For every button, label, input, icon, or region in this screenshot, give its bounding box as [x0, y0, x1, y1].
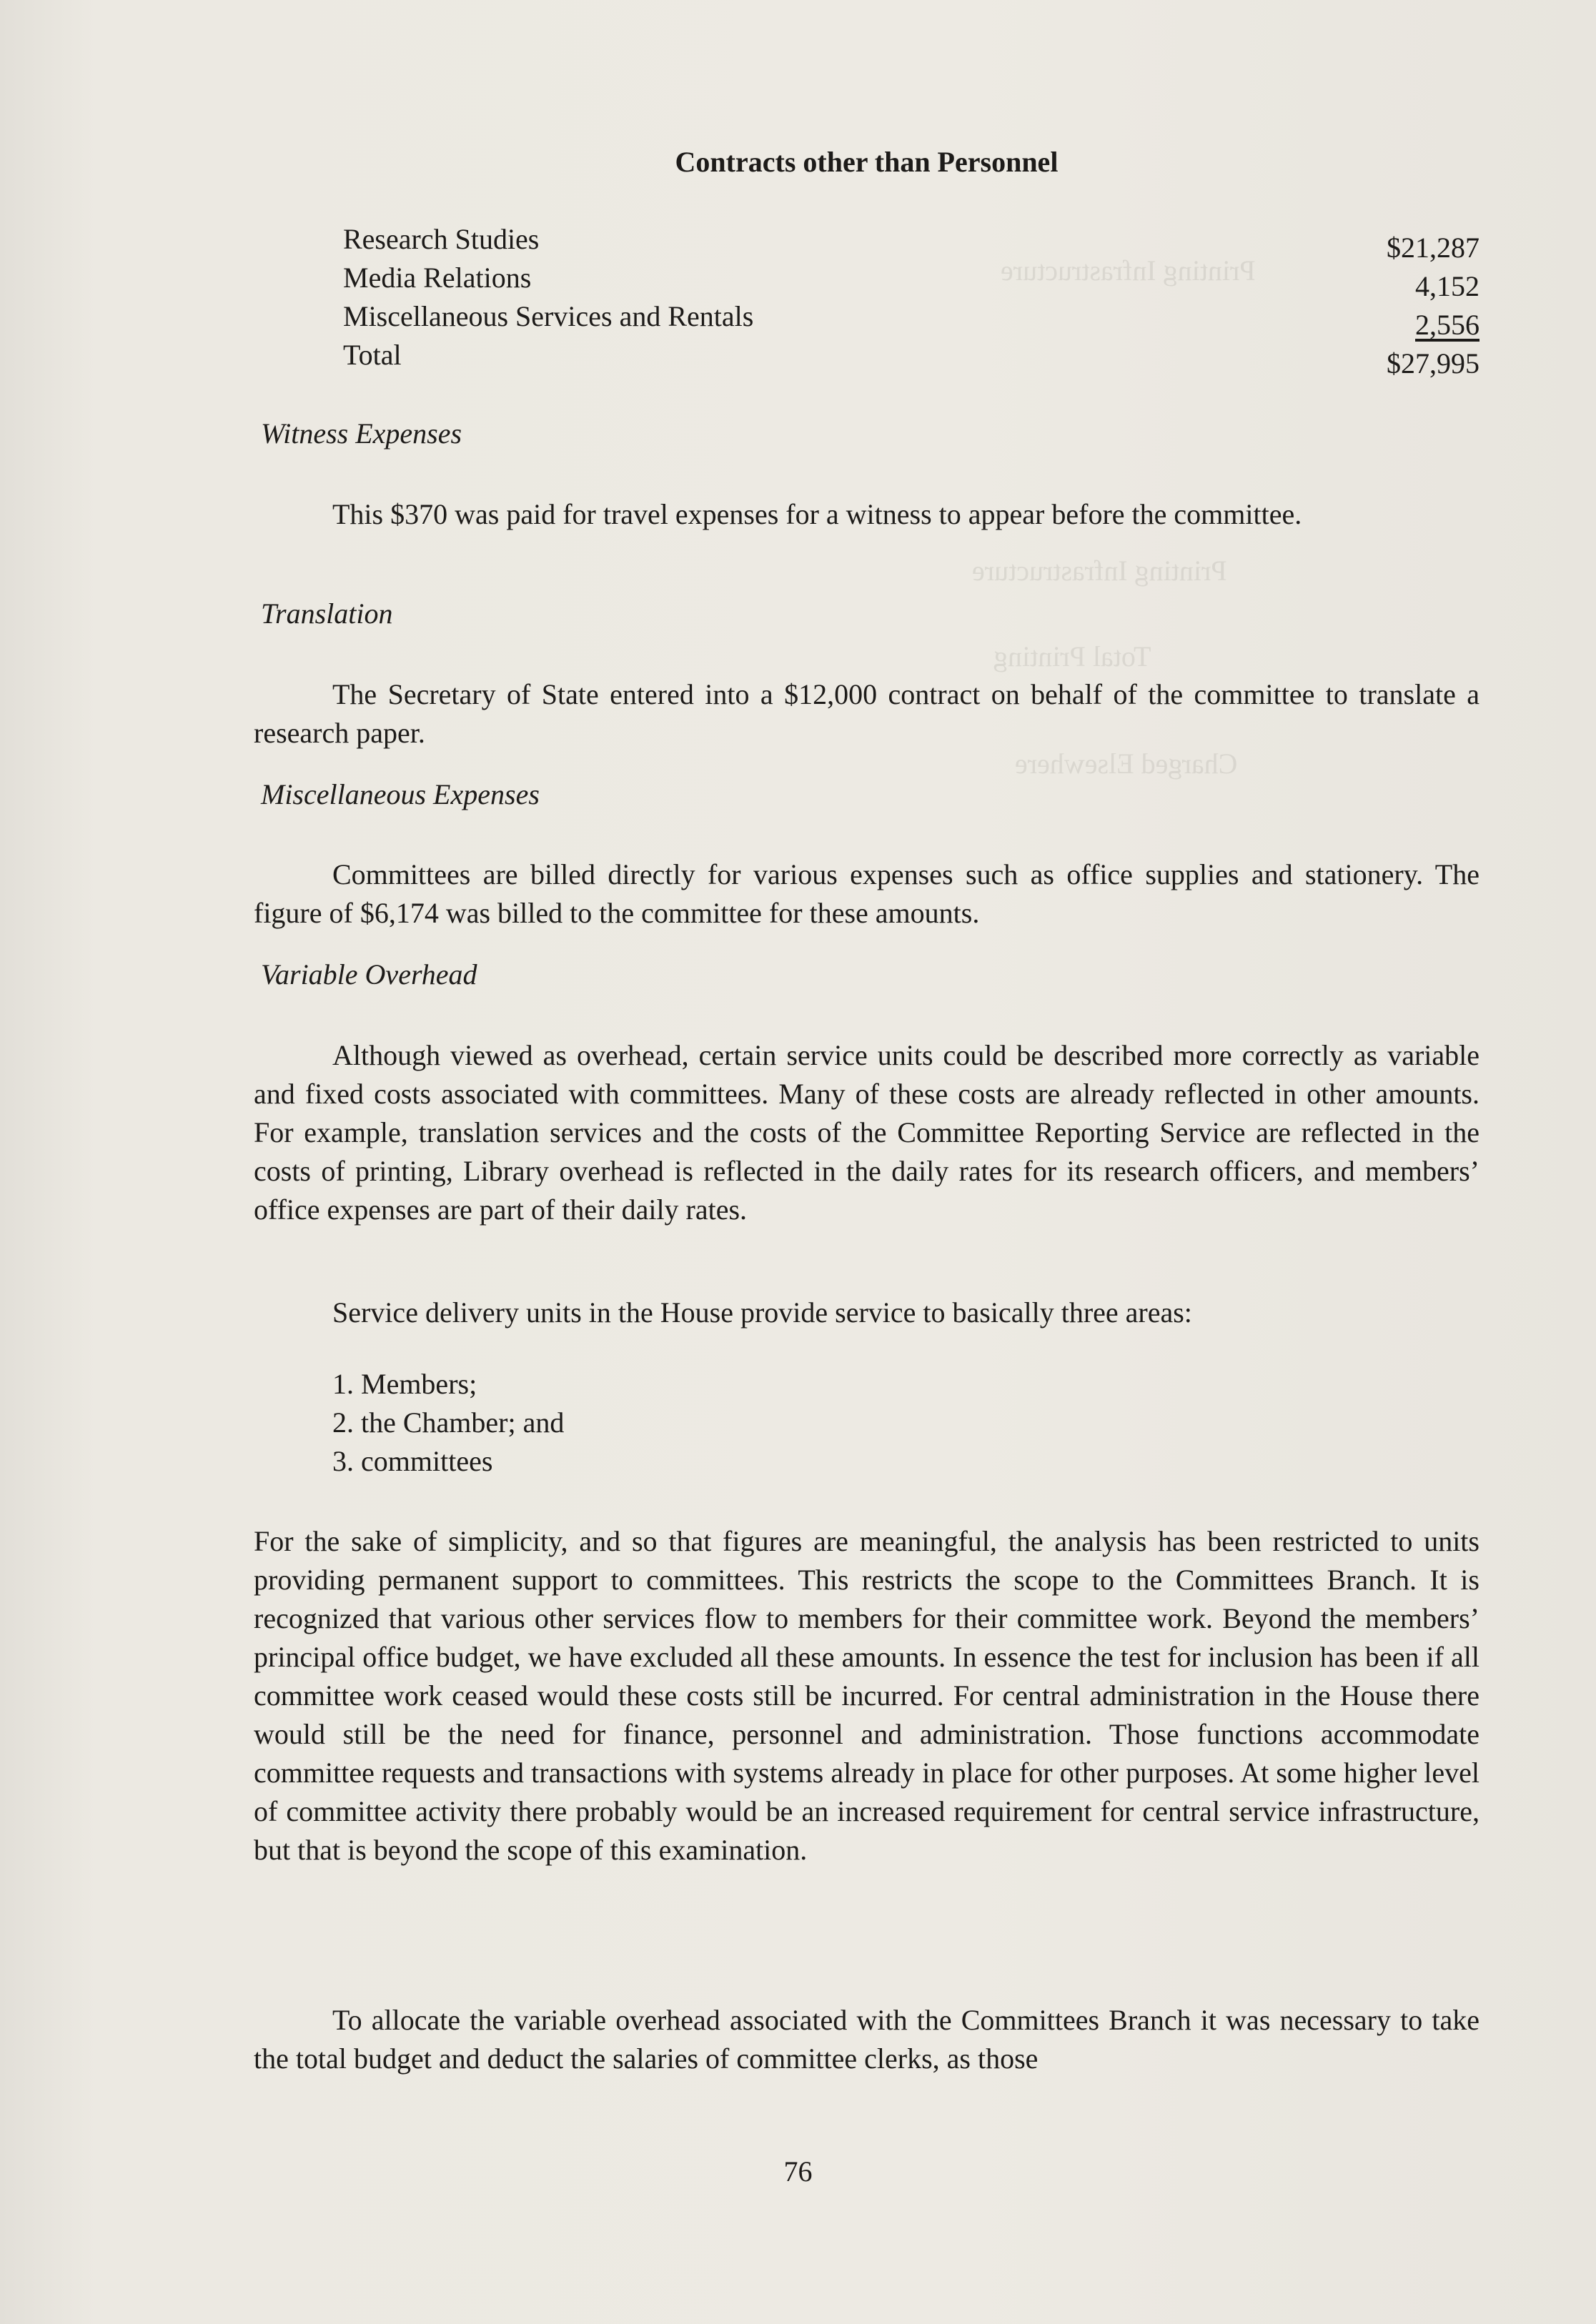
translation-paragraph	[254, 675, 1479, 753]
contracts-row	[343, 220, 1479, 264]
contracts-amount: 2,556	[1415, 309, 1479, 341]
contracts-total-label: Total	[343, 339, 402, 371]
contracts-label: Media Relations	[343, 262, 532, 294]
section-title: Contracts other than Personnel	[675, 146, 1059, 178]
variable-heading: Variable Overhead	[261, 958, 477, 990]
translation-text: The Secretary of State entered into a $12,000 contract on behalf of the committee to translate a research paper.	[254, 678, 1479, 749]
witness-heading: Witness Expenses	[261, 417, 462, 450]
list-item: 2. the Chamber; and	[332, 1406, 565, 1439]
witness-paragraph	[254, 495, 1479, 534]
misc-paragraph	[254, 855, 1479, 933]
witness-text: This $370 was paid for travel expenses for a witness to appear before the committee.	[332, 498, 1302, 530]
contracts-label: Research Studies	[343, 223, 540, 255]
contracts-amount: $21,287	[1387, 232, 1479, 264]
contracts-amount: 4,152	[1415, 270, 1479, 302]
list-item: 1. Members;	[332, 1368, 477, 1400]
variable-paragraph-2	[254, 1293, 1479, 1332]
service-areas-list	[332, 1365, 564, 1481]
bleed-through-text: Total Printing	[993, 640, 1151, 672]
page-number: 76	[783, 2155, 813, 2188]
misc-heading: Miscellaneous Expenses	[261, 778, 540, 810]
variable-text-1: Although viewed as overhead, certain service units could be described more correctly as variable and fixed costs associated with committees. Many of these costs are already reflected in other amounts. For example, translation services and the costs of the Committee Reporting Service are reflected in the costs of printing, Library overhead is reflected in the daily rates for its research officers, and members’ office expenses are part of their daily rates.	[254, 1039, 1479, 1226]
bleed-through-text: Printing Infrastructure	[972, 555, 1227, 587]
bleed-through-text: Charged Elsewhere	[1015, 748, 1238, 780]
variable-paragraph-3: For the sake of simplicity, and so that figures are meaningful, the analysis has been restricted to units providing permanent support to committees. This restricts the scope to the Committees Branch. It is recognized that various other services flow to members for their committee work. Beyond the members’ principal office budget, we have excluded all these amounts. In essence the test for inclusion has been if all committee work ceased would these costs still be incurred. For central administration in the House there would still be the need for finance, personnel and administration. Those functions accommodate committee requests and transactions with systems already in place for other purposes. At some higher level of committee activity there probably would be an increased requirement for central service infrastructure, but that is beyond the scope of this examination.	[254, 1525, 1479, 1866]
bleed-through-text: Printing Infrastructure	[1001, 254, 1256, 287]
variable-paragraph-4	[254, 2001, 1479, 2078]
contracts-table	[343, 220, 1479, 379]
contracts-total-row	[343, 336, 1479, 379]
variable-text-2: Service delivery units in the House provide service to basically three areas:	[332, 1296, 1192, 1329]
variable-text-4: To allocate the variable overhead associated with the Committees Branch it was necessary to take the total budget and deduct the salaries of committee clerks, as those	[254, 2004, 1479, 2075]
contracts-row	[343, 259, 1479, 302]
contracts-row	[343, 297, 1479, 341]
contracts-total-amount: $27,995	[1387, 347, 1479, 379]
variable-paragraph-1	[254, 1036, 1479, 1229]
misc-text: Committees are billed directly for various expenses such as office supplies and stationery. The figure of $6,174 was billed to the committee for these amounts.	[254, 858, 1479, 929]
contracts-label: Miscellaneous Services and Rentals	[343, 300, 754, 332]
translation-heading: Translation	[261, 597, 393, 630]
list-item: 3. committees	[332, 1445, 493, 1477]
